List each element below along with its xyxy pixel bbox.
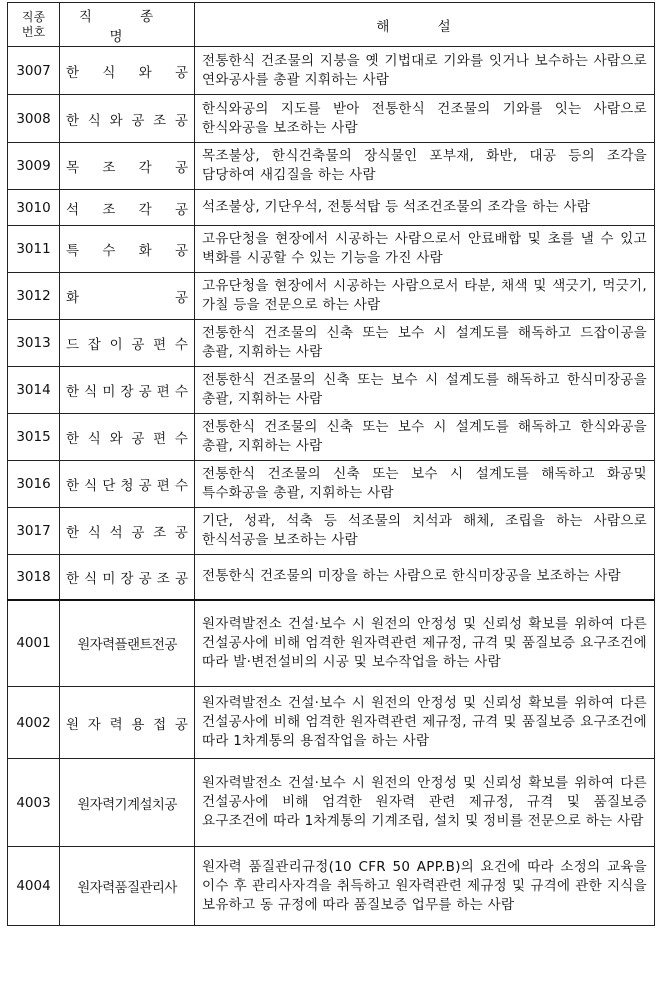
- job-name: [60, 600, 195, 687]
- job-description: 원자력발전소 건설·보수 시 원전의 안정성 및 신뢰성 확보를 위하여 다른 건설공사에 비해 엄격한 원자력 관련 제규정, 규격 및 품질보증 요구조건에 따라 1차계통의 기계조립, 설치 및 정비를 전문으로 하는 사람: [195, 759, 655, 847]
- job-table-container: [7, 2, 654, 998]
- job-description: 원자력 품질관리규정(10 CFR 50 APP.B)의 요건에 따라 소정의 교육을 이수 후 관리사자격을 취득하고 원자력관련 제규정 및 규격에 관한 지식을 보유하고 동 규정에 따라 품질보증 업무를 하는 사람: [195, 847, 655, 926]
- table-row: [8, 367, 655, 414]
- job-name-text: 드 잡 이 공 편 수: [66, 337, 188, 353]
- table-row: [8, 190, 655, 226]
- job-name-text: 화 공: [66, 290, 188, 306]
- table-row: [8, 320, 655, 367]
- job-code: 3014: [8, 367, 60, 414]
- job-description: 전통한식 건조물의 신축 또는 보수 시 설계도를 해독하고 화공및 특수화공을 총괄, 지휘하는 사람: [195, 461, 655, 508]
- job-code: 3012: [8, 273, 60, 320]
- job-name: [60, 687, 195, 759]
- job-description: 석조불상, 기단우석, 전통석탑 등 석조건조물의 조각을 하는 사람: [195, 190, 655, 226]
- job-description: 고유단청을 현장에서 시공하는 사람으로서 타분, 채색 및 색긋기, 먹긋기, 가칠 등을 전문으로 하는 사람: [195, 273, 655, 320]
- job-name-text: 한 식 단 청 공 편 수: [66, 478, 188, 494]
- table-header-row: [8, 3, 655, 47]
- job-code: 3010: [8, 190, 60, 226]
- job-code: 4002: [8, 687, 60, 759]
- job-description: 전통한식 건조물의 신축 또는 보수 시 설계도를 해독하고 한식미장공을 총괄, 지휘하는 사람: [195, 367, 655, 414]
- job-name-text: 석 조 각 공: [66, 201, 188, 218]
- job-description: 전통한식 건조물의 신축 또는 보수 시 설계도를 해독하고 한식와공을 총괄, 지휘하는 사람: [195, 414, 655, 461]
- job-description: 한식와공의 지도를 받아 전통한식 건조물의 기와를 잇는 사람으로 한식와공을 보조하는 사람: [195, 95, 655, 143]
- job-name-text: 한 식 미 장 공 편 수: [66, 384, 188, 400]
- table-row: [8, 847, 655, 926]
- job-name-text: 한 식 와 공 편 수: [66, 431, 188, 447]
- table-row: [8, 47, 655, 95]
- job-description: 원자력발전소 건설·보수 시 원전의 안정성 및 신뢰성 확보를 위하여 다른 건설공사에 비해 엄격한 원자력관련 제규정, 규격 및 품질보증 요구조건에 따라 1차계통의 용접작업을 하는 사람: [195, 687, 655, 759]
- table-row: [8, 508, 655, 555]
- job-name: [60, 461, 195, 508]
- table-row: [8, 143, 655, 190]
- job-name-text: 원 자 력 용 접 공: [66, 716, 188, 733]
- table-row: [8, 555, 655, 600]
- table-row: [8, 687, 655, 759]
- job-code: 3007: [8, 47, 60, 95]
- job-name: [60, 320, 195, 367]
- job-description: 원자력발전소 건설·보수 시 원전의 안정성 및 신뢰성 확보를 위하여 다른 건설공사에 비해 엄격한 원자력관련 제규정, 규격 및 품질보증 요구조건에 따라 발·변전설비의 시공 및 보수작업을 하는 사람: [195, 600, 655, 687]
- job-name-text: 특 수 화 공: [66, 243, 188, 259]
- job-name-text: 원자력품질관리사: [77, 880, 177, 896]
- job-description-table: [7, 2, 655, 926]
- table-row: [8, 461, 655, 508]
- job-name-text: 원자력기계설치공: [77, 796, 177, 813]
- job-name: [60, 190, 195, 226]
- job-name-text: 원자력플랜트전공: [77, 637, 177, 654]
- job-name: [60, 273, 195, 320]
- job-code: 4003: [8, 759, 60, 847]
- job-name: [60, 555, 195, 600]
- header-name: 직 종 명: [60, 3, 195, 47]
- job-name: [60, 143, 195, 190]
- job-name-text: 목 조 각 공: [66, 160, 188, 176]
- job-name: [60, 759, 195, 847]
- job-name: [60, 47, 195, 95]
- job-code: 3009: [8, 143, 60, 190]
- job-name: [60, 226, 195, 273]
- job-description: 고유단청을 현장에서 시공하는 사람으로서 안료배합 및 초를 낼 수 있고 벽화를 시공할 수 있는 기능을 가진 사람: [195, 226, 655, 273]
- job-name: [60, 95, 195, 143]
- job-name: [60, 508, 195, 555]
- job-code: 3008: [8, 95, 60, 143]
- job-name: [60, 847, 195, 926]
- job-code: 3018: [8, 555, 60, 600]
- table-row: [8, 95, 655, 143]
- job-description: 전통한식 건조물의 신축 또는 보수 시 설계도를 해독하고 드잡이공을 총괄, 지휘하는 사람: [195, 320, 655, 367]
- job-description: 전통한식 건조물의 미장을 하는 사람으로 한식미장공을 보조하는 사람: [195, 555, 655, 600]
- job-name-text: 한 식 와 공 조 공: [66, 112, 188, 129]
- job-name: [60, 367, 195, 414]
- job-name-text: 한 식 석 공 조 공: [66, 525, 188, 541]
- job-code: 3011: [8, 226, 60, 273]
- job-description: 목조불상, 한식건축물의 장식물인 포부재, 화반, 대공 등의 조각을 담당하여 새김질을 하는 사람: [195, 143, 655, 190]
- job-code: 3013: [8, 320, 60, 367]
- table-row: [8, 600, 655, 687]
- header-code-label: 직종 번호: [21, 9, 46, 39]
- job-name-text: 한 식 와 공: [66, 64, 188, 81]
- table-row: [8, 759, 655, 847]
- job-description: 기단, 성곽, 석축 등 석조물의 치석과 해체, 조립을 하는 사람으로 한식석공을 보조하는 사람: [195, 508, 655, 555]
- header-code: [8, 3, 60, 47]
- job-code: 3016: [8, 461, 60, 508]
- job-code: 4004: [8, 847, 60, 926]
- job-name-text: 한 식 미 장 공 조 공: [66, 570, 188, 587]
- job-code: 3015: [8, 414, 60, 461]
- table-row: [8, 226, 655, 273]
- table-row: [8, 273, 655, 320]
- job-description: 전통한식 건조물의 지붕을 옛 기법대로 기와를 잇거나 보수하는 사람으로 연와공사를 총괄 지휘하는 사람: [195, 47, 655, 95]
- job-code: 4001: [8, 600, 60, 687]
- header-desc: 해 설: [195, 3, 655, 47]
- job-code: 3017: [8, 508, 60, 555]
- job-name: [60, 414, 195, 461]
- table-row: [8, 414, 655, 461]
